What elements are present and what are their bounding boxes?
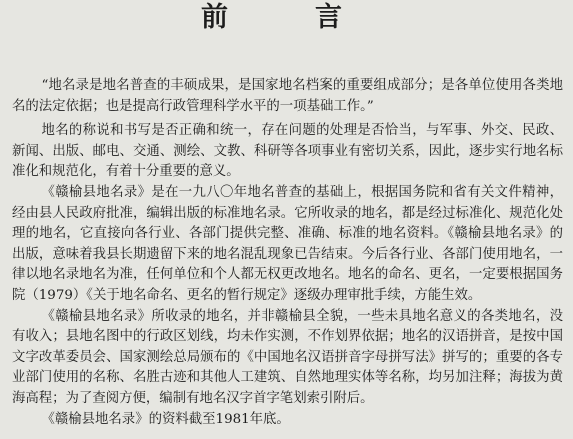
paragraph-2: 地名的称说和书写是否正确和统一，存在问题的处理是否恰当，与军事、外交、民政、新闻、出版、邮电、交通、测绘、文教、科研等各项事业有密切关系，因此，逐步实行地名标准化和规范化，有着十分重要的意义。 — [12, 123, 563, 180]
paragraph-1: “地名录是地名普查的丰硕成果，是国家地名档案的重要组成部分；是各单位使用各类地名的法定依据；也是提高行政管理科学水平的一项基础工作。” — [12, 78, 563, 114]
paragraph-3: 《赣榆县地名录》是在一九八〇年地名普查的基础上，根据国务院和省有关文件精神，经由县人民政府批准，编辑出版的标准地名录。它所收录的地名，都是经过标准化、规范化处理的地名，它直接向各行业、各部门提供完整、准确、标准的地名资料。《赣榆县地名录》的出版，意味着我县长期遗留下来的地名混乱现象已告结束。今后各行业、各部门使用地名，一律以地名录地名为准，任何单位和个人都无权更改地名。地名的命名、更名，一定要根据国务院（1979）《关于地名命名、更名的暂行规定》逐级办理审批手续，方能生效。 — [12, 184, 563, 303]
page-title: 前 言 — [201, 2, 372, 33]
paragraph-5: 《赣榆县地名录》的资料截至1981年底。 — [41, 411, 290, 427]
document-body — [12, 76, 563, 430]
paragraph-4: 《赣榆县地名录》所收录的地名，并非赣榆县全貌，一些未具地名意义的各类地名，没有收入；县地名图中的行政区划线，均未作实测，不作划界依据；地名的汉语拼音，是按中国文字改革委员会、国家测绘总局颁布的《中国地名汉语拼音字母拼写法》拼写的；重要的各专业部门使用的名称、名胜古迹和其他人工建筑、自然地理实体等名称，均另加注释；海拔为黄海高程；为了查阅方便，编制有地名汉字首字笔划索引附后。 — [12, 308, 563, 406]
